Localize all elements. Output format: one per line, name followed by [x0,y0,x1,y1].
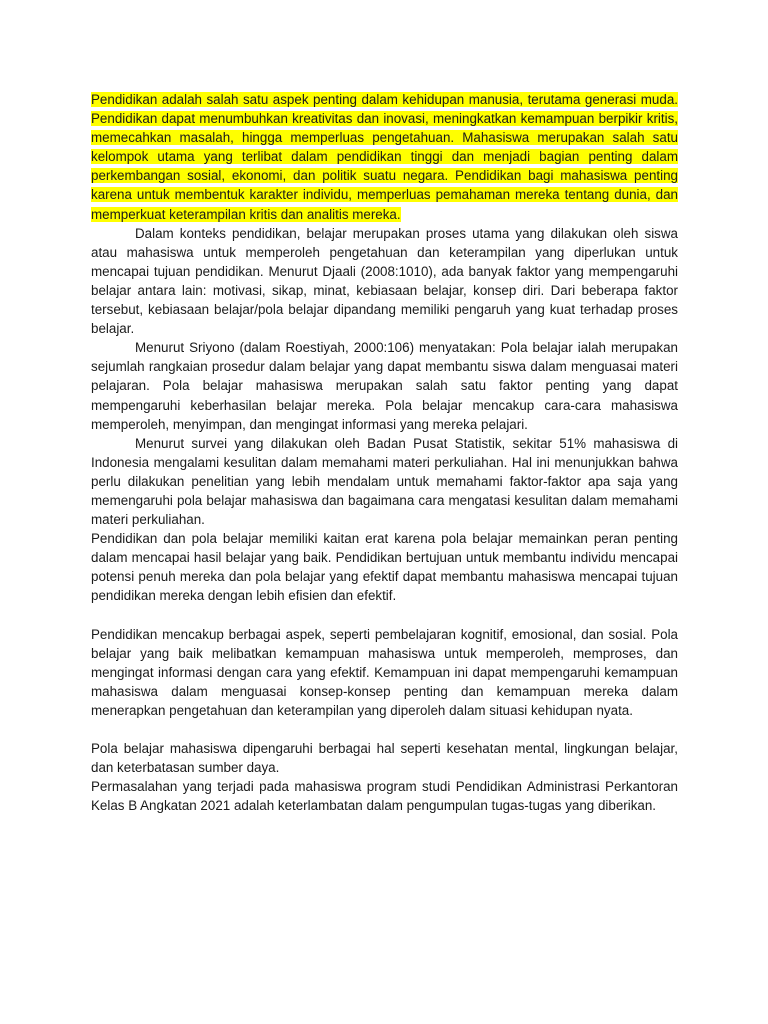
paragraph-education-aspects: Pendidikan mencakup berbagai aspek, seperti pembelajaran kognitif, emosional, dan sosial. Pola belajar yang baik melibatkan kemampuan mahasiswa untuk memperoleh, memproses, dan mengingat informasi dengan cara yang efektif. Kemampuan ini dapat mempengaruhi kemampuan mahasiswa dalam menguasai konsep-konsep penting dan kemampuan mereka dalam menerapkan pengetahuan dan keterampilan yang diperoleh dalam situasi kehidupan nyata. [91,626,678,718]
paragraph-problem-statement: Permasalahan yang terjadi pada mahasiswa program studi Pendidikan Administrasi Perkantoran Kelas B Angkatan 2021 adalah keterlambatan dalam pengumpulan tugas-tugas yang diberikan. [91,779,678,814]
paragraph-intro-highlighted [91,90,678,224]
paragraph-sriyono-quote: Menurut Sriyono (dalam Roestiyah, 2000:106) menyatakan: Pola belajar ialah merupakan sejumlah rangkaian prosedur dalam belajar yang dapat membantu siswa dalam menguasai materi pelajaran. Pola belajar mahasiswa merupakan salah satu faktor penting yang dapat mempengaruhi keberhasilan belajar mereka. Pola belajar mencakup cara-cara mahasiswa memperoleh, menyimpan, dan mengingat informasi yang mereka pelajari. [91,340,678,432]
paragraph-influencing-factors: Pola belajar mahasiswa dipengaruhi berbagai hal seperti kesehatan mental, lingkungan belajar, dan keterbatasan sumber daya. [91,741,678,776]
highlighted-text: Pendidikan adalah salah satu aspek penting dalam kehidupan manusia, terutama generasi muda. Pendidikan dapat menumbuhkan kreativitas dan inovasi, meningkatkan kemampuan berpikir kritis, memecahkan masalah, hingga memperluas pengetahuan. Mahasiswa merupakan salah satu kelompok utama yang terlibat dalam pendidikan tinggi dan menjadi bagian penting dalam perkembangan sosial, ekonomi, dan politik suatu negara. Pendidikan bagi mahasiswa penting karena untuk membentuk karakter individu, memperluas pemahaman mereka tentang dunia, dan memperkuat keterampilan kritis dan analitis mereka. [91,92,678,222]
document-body [91,90,678,815]
paragraph-learning-context: Dalam konteks pendidikan, belajar merupakan proses utama yang dilakukan oleh siswa atau mahasiswa untuk memperoleh pengetahuan dan keterampilan yang diperlukan untuk mencapai tujuan pendidikan. Menurut Djaali (2008:1010), ada banyak faktor yang mempengaruhi belajar antara lain: motivasi, sikap, minat, kebiasaan belajar, konsep diri. Dari beberapa faktor tersebut, kebiasaan belajar/pola belajar dipandang memiliki pengaruh yang kuat terhadap proses belajar. [91,225,678,337]
paragraph-education-relation: Pendidikan dan pola belajar memiliki kaitan erat karena pola belajar memainkan peran penting dalam mencapai hasil belajar yang baik. Pendidikan bertujuan untuk membantu individu mencapai potensi penuh mereka dan pola belajar yang efektif dapat membantu mahasiswa mencapai tujuan pendidikan mereka dengan lebih efisien dan efektif. [91,531,678,604]
paragraph-bps-survey: Menurut survei yang dilakukan oleh Badan Pusat Statistik, sekitar 51% mahasiswa di Indonesia mengalami kesulitan dalam memahami materi perkuliahan. Hal ini menunjukkan bahwa perlu dilakukan penelitian yang lebih mendalam untuk memahami faktor-faktor apa saja yang memengaruhi pola belajar mahasiswa dan bagaimana cara mengatasi kesulitan dalam memahami materi perkuliahan. [91,435,678,528]
